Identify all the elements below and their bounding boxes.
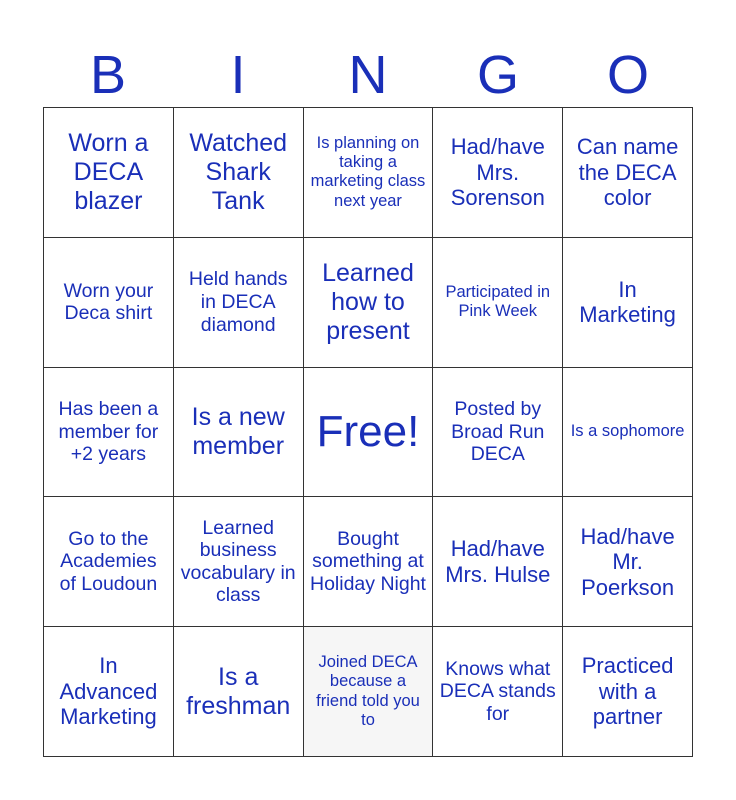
bingo-cell[interactable]: Joined DECA because a friend told you to: [304, 627, 434, 757]
bingo-cell[interactable]: Had/have Mrs. Sorenson: [433, 108, 563, 238]
bingo-cell[interactable]: Knows what DECA stands for: [433, 627, 563, 757]
bingo-cell[interactable]: In Marketing: [563, 238, 693, 368]
bingo-cell[interactable]: Bought something at Holiday Night: [304, 497, 434, 627]
header-letter-n: N: [348, 45, 388, 105]
bingo-cell[interactable]: Practiced with a partner: [563, 627, 693, 757]
bingo-cell[interactable]: Is a new member: [174, 368, 304, 498]
header-letter-o: O: [606, 45, 649, 105]
bingo-cell[interactable]: Had/have Mr. Poerkson: [563, 497, 693, 627]
bingo-header: [43, 44, 693, 106]
bingo-cell[interactable]: In Advanced Marketing: [44, 627, 174, 757]
bingo-cell[interactable]: Learned how to present: [304, 238, 434, 368]
header-letter-g: G: [476, 45, 519, 105]
bingo-cell[interactable]: Participated in Pink Week: [433, 238, 563, 368]
bingo-cell[interactable]: Worn a DECA blazer: [44, 108, 174, 238]
bingo-cell[interactable]: Had/have Mrs. Hulse: [433, 497, 563, 627]
bingo-board: [43, 107, 693, 757]
free-space[interactable]: Free!: [304, 368, 434, 498]
bingo-cell[interactable]: Is planning on taking a marketing class next year: [304, 108, 434, 238]
bingo-cell[interactable]: Has been a member for +2 years: [44, 368, 174, 498]
bingo-cell[interactable]: Is a freshman: [174, 627, 304, 757]
bingo-cell[interactable]: Worn your Deca shirt: [44, 238, 174, 368]
header-letter-i: I: [230, 45, 246, 105]
bingo-cell[interactable]: Is a sophomore: [563, 368, 693, 498]
bingo-cell[interactable]: Watched Shark Tank: [174, 108, 304, 238]
bingo-cell[interactable]: Go to the Academies of Loudoun: [44, 497, 174, 627]
header-letter-b: B: [89, 45, 127, 105]
bingo-cell[interactable]: Can name the DECA color: [563, 108, 693, 238]
bingo-cell[interactable]: Learned business vocabulary in class: [174, 497, 304, 627]
bingo-cell[interactable]: Held hands in DECA diamond: [174, 238, 304, 368]
bingo-cell[interactable]: Posted by Broad Run DECA: [433, 368, 563, 498]
